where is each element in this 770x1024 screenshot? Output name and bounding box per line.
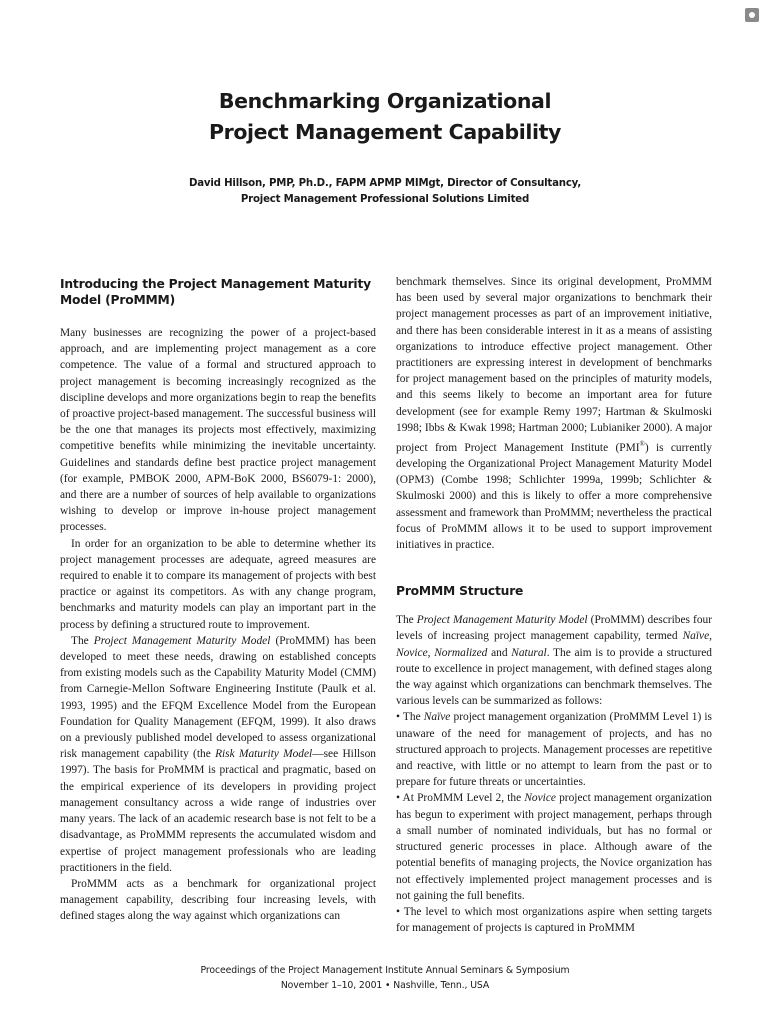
title-line-2: Project Management Capability — [209, 120, 561, 144]
author-block — [0, 176, 770, 208]
paper-title — [0, 86, 770, 148]
paragraph: In order for an organization to be able to determine whether its project management processes are adequate, agreed measures are required to enable it to compare its management of projects with best practice or against its competitors. As with any change program, benchmarks and maturity models can play an important part in the process by defining a structured route to improvement. — [60, 537, 376, 631]
bullet-item: • The level to which most organizations aspire when setting targets for management of projects is captured in ProMMM — [396, 905, 712, 935]
right-column — [396, 274, 712, 936]
paragraph: The Project Management Maturity Model (ProMMM) has been developed to meet these needs, drawing on established concepts from existing models such as the Capability Maturity Model (CMM) from Carnegie-Mellon Software Engineering Institute (Paulk et al. 1993, 1995) and the EFQM Excellence Model from the European Foundation for Quality Management (EFQM, 1999). It also draws on a previously published model developed to assess organizational risk management capability (the Risk Maturity Model—see Hillson 1997). The basis for ProMMM is practical and pragmatic, based on the empirical experience of its developers in providing project management consultancy across a wide range of industries over many years. The lack of an academic research base is not felt to be a disadvantage, as ProMMM represents the accumulated wisdom and expertise of project management professionals who are leading practitioners in the field. — [60, 634, 376, 874]
paragraph: benchmark themselves. Since its original development, ProMMM has been used by several major organizations to benchmark their project management processes as part of an improvement initiative, and there has been considerable interest in it as a means of assisting organizations to introduce effective project management. Other practitioners are expressing interest in development of benchmarks for project management based on the principles of maturity models, and this seems likely to become an important area for future development (see for example Remy 1997; Hartman & Skulmoski 1998; Ibbs & Kwak 1998; Hartman 2000; Lubianiker 2000). A major project from Project Management Institute (PMI®) is currently developing the Organizational Project Management Maturity Model (OPM3) (Combe 1998; Schlichter 1999a, 1999b; Schlichter & Skulmoski 2000) and this is likely to offer a more comprehensive assessment and framework than ProMMM; nevertheless the practical focus of ProMMM allows it to be used to support improvement initiatives in practice. — [396, 276, 712, 552]
bullet-item: • At ProMMM Level 2, the Novice project management organization has begun to experiment with project management, perhaps through a small number of nominated individuals, but has no formal or structured generic processes in place. Although aware of the potential benefits of managing projects, the Novice organization has not effectively implemented project management processes and is not gaining the full benefits. — [396, 792, 712, 902]
paragraph: Many businesses are recognizing the power of a project-based approach, and are implementing project management as a core competence. The value of a formal and structured approach to project management is becoming increasingly recognized as the discipline develops and more organizations begin to reap the benefits of proactive project-based management. The successful business will be the one that manages its projects most effectively, maximizing competitive benefits while minimizing the inevitable uncertainty. Guidelines and standards define best practice project management (for example, PMBOK 2000, APM-BoK 2000, BS6079-1: 2000), and there are a number of sources of help available to organizations wishing to develop or improve in-house project management processes. — [60, 327, 376, 534]
title-line-1: Benchmarking Organizational — [218, 89, 552, 113]
footer-line-1: Proceedings of the Project Management Institute Annual Seminars & Symposium — [200, 965, 570, 976]
bullet-item: • The Naïve project management organization (ProMMM Level 1) is unaware of the need for management of projects, and has no structured approach to projects. Management processes are repetitive and reactive, with little or no attempt to learn from the past or to prepare for future threats or uncertainties. — [396, 711, 712, 789]
section-heading-structure: ProMMM Structure — [396, 584, 524, 599]
authors-line-2: Project Management Professional Solutions Limited — [240, 194, 530, 205]
authors-line-1: David Hillson, PMP, Ph.D., FAPM APMP MIMgt, Director of Consultancy, — [189, 178, 581, 189]
document-icon — [745, 8, 759, 22]
page-footer — [0, 963, 770, 993]
section-heading-introduction: Introducing the Project Management Maturity Model (ProMMM) — [60, 277, 371, 307]
paragraph: The Project Management Maturity Model (ProMMM) describes four levels of increasing project management capability, termed Naïve, Novice, Normalized and Natural. The aim is to provide a structured route to excellence in project management, with defined stages along the way against which organizations can benchmark themselves. The various levels can be summarized as follows: — [396, 614, 712, 708]
footer-line-2: November 1–10, 2001 • Nashville, Tenn., USA — [280, 980, 490, 991]
left-column — [60, 276, 376, 925]
paragraph: ProMMM acts as a benchmark for organizational project management capability, describing four increasing levels, with defined stages along the way against which organizations can — [60, 877, 376, 923]
